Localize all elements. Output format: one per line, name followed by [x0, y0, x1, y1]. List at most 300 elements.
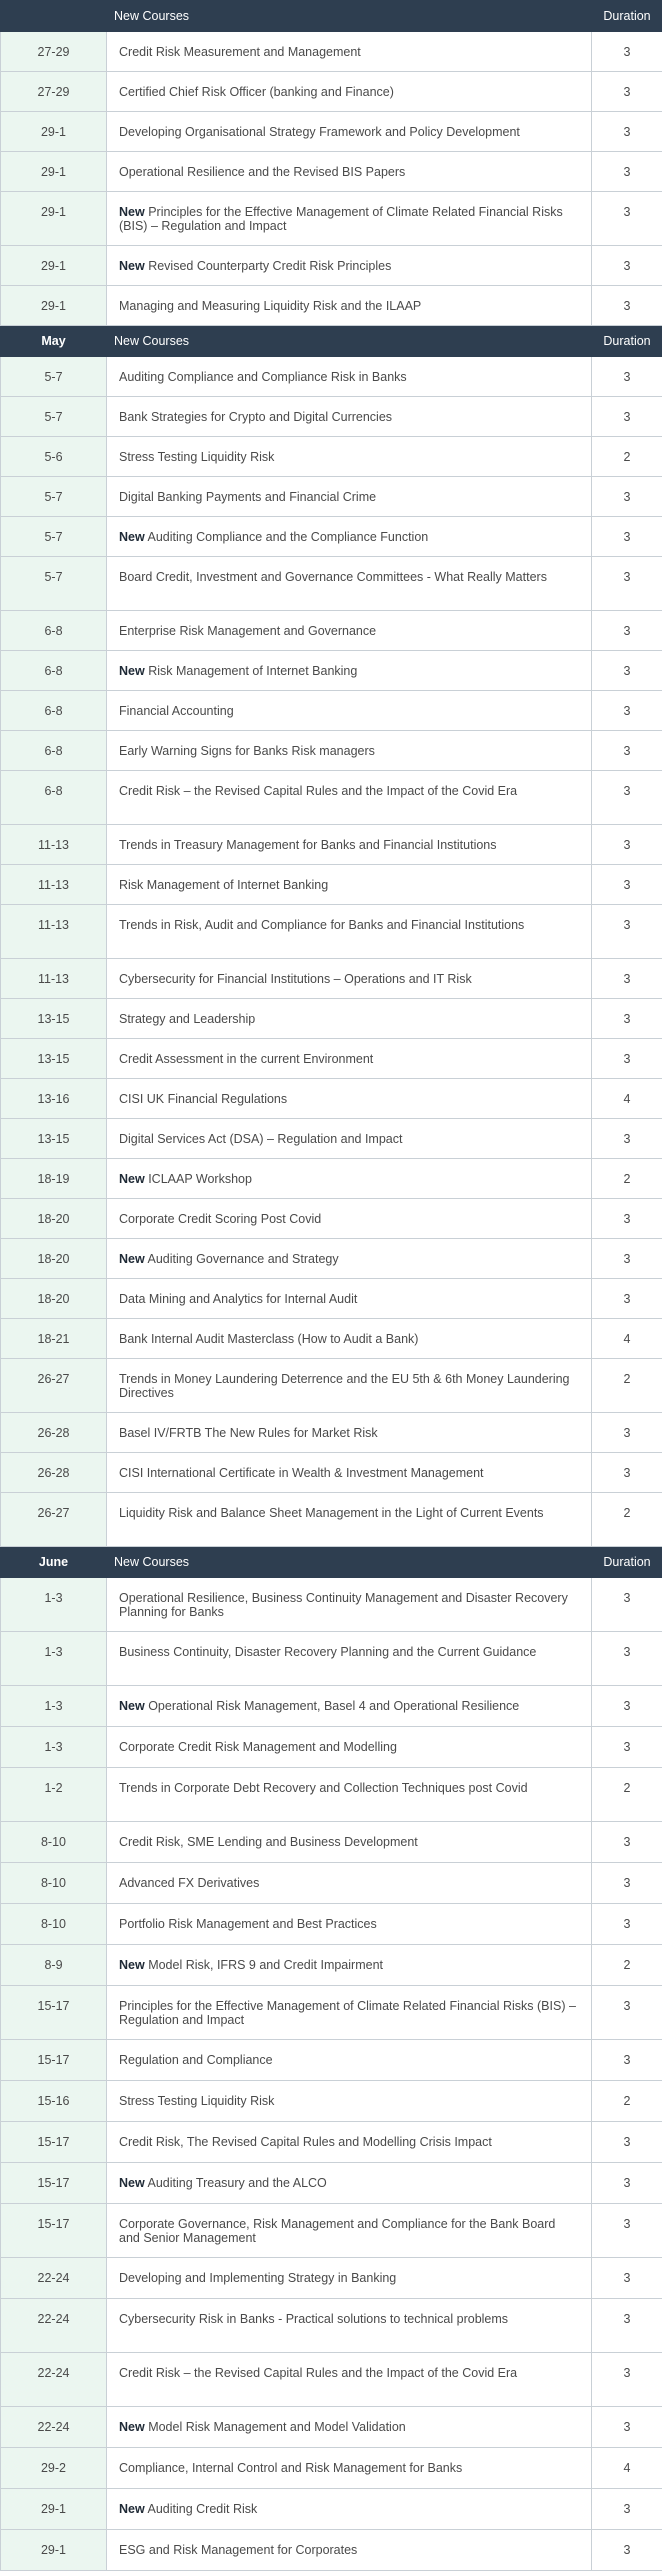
course-duration: 3: [592, 1863, 662, 1904]
duration-header: Duration: [592, 1547, 662, 1578]
course-duration: 3: [592, 731, 662, 771]
course-duration: 3: [592, 611, 662, 651]
course-date: 15-17: [1, 2040, 107, 2081]
course-title: Basel IV/FRTB The New Rules for Market Risk: [119, 1426, 378, 1440]
course-duration: 3: [592, 2122, 662, 2163]
table-row: [1, 1319, 662, 1359]
course-date: 26-28: [1, 1413, 107, 1453]
course-cell: [107, 2081, 592, 2122]
duration-header: Duration: [592, 326, 662, 357]
course-title: Risk Management of Internet Banking: [148, 664, 357, 678]
course-duration: 2: [592, 2081, 662, 2122]
table-row: [1, 1727, 662, 1768]
course-title: Auditing Governance and Strategy: [148, 1252, 339, 1266]
table-row: [1, 2122, 662, 2163]
course-cell: [107, 1863, 592, 1904]
course-date: 27-29: [1, 32, 107, 72]
course-title: Revised Counterparty Credit Risk Principles: [148, 259, 391, 273]
course-title: Bank Internal Audit Masterclass (How to Audit a Bank): [119, 1332, 418, 1346]
course-cell: [107, 397, 592, 437]
course-cell: [107, 477, 592, 517]
table-row: [1, 905, 662, 959]
table-row: [1, 357, 662, 397]
course-duration: 3: [592, 905, 662, 959]
table-row: [1, 192, 662, 246]
course-duration: 3: [592, 1686, 662, 1727]
course-duration: 3: [592, 112, 662, 152]
table-row: [1, 397, 662, 437]
course-date: 29-1: [1, 286, 107, 326]
course-cell: [107, 2530, 592, 2571]
course-cell: [107, 1453, 592, 1493]
table-row: [1, 1239, 662, 1279]
course-cell: [107, 771, 592, 825]
course-date: 11-13: [1, 825, 107, 865]
course-date: 22-24: [1, 2353, 107, 2407]
course-cell: [107, 2040, 592, 2081]
course-date: 1-2: [1, 1768, 107, 1822]
table-row: [1, 1822, 662, 1863]
table-row: [1, 2489, 662, 2530]
course-title: Auditing Compliance and the Compliance Function: [148, 530, 429, 544]
course-title: Model Risk, IFRS 9 and Credit Impairment: [148, 1958, 383, 1972]
table-row: [1, 771, 662, 825]
course-title: Digital Banking Payments and Financial Crime: [119, 490, 376, 504]
course-title: Credit Risk, SME Lending and Business Development: [119, 1835, 418, 1849]
table-row: [1, 1079, 662, 1119]
course-cell: [107, 1079, 592, 1119]
course-duration: 3: [592, 1453, 662, 1493]
course-date: 29-1: [1, 192, 107, 246]
course-duration: 3: [592, 2163, 662, 2204]
month-label: June: [1, 1547, 107, 1578]
course-title: Financial Accounting: [119, 704, 234, 718]
courses-header: New Courses: [107, 1, 592, 32]
table-row: [1, 1279, 662, 1319]
course-title: Enterprise Risk Management and Governance: [119, 624, 376, 638]
course-title: Cybersecurity Risk in Banks - Practical solutions to technical problems: [119, 2312, 508, 2326]
course-title: Advanced FX Derivatives: [119, 1876, 259, 1890]
course-cell: [107, 1199, 592, 1239]
table-row: [1, 2081, 662, 2122]
course-duration: 3: [592, 1632, 662, 1686]
table-row: [1, 437, 662, 477]
course-title: Auditing Treasury and the ALCO: [148, 2176, 327, 2190]
course-cell: [107, 1822, 592, 1863]
course-cell: [107, 437, 592, 477]
course-duration: 3: [592, 771, 662, 825]
course-duration: 3: [592, 999, 662, 1039]
course-date: 8-10: [1, 1904, 107, 1945]
table-row: [1, 517, 662, 557]
course-title: Model Risk Management and Model Validation: [148, 2420, 406, 2434]
course-cell: [107, 72, 592, 112]
course-cell: [107, 1632, 592, 1686]
course-date: 26-27: [1, 1493, 107, 1547]
course-cell: [107, 112, 592, 152]
course-title: Credit Risk – the Revised Capital Rules and the Impact of the Covid Era: [119, 784, 517, 798]
course-date: 18-20: [1, 1239, 107, 1279]
course-cell: [107, 2299, 592, 2353]
course-date: 11-13: [1, 865, 107, 905]
course-title: Board Credit, Investment and Governance Committees - What Really Matters: [119, 570, 547, 584]
table-row: [1, 1945, 662, 1986]
course-date: 29-2: [1, 2448, 107, 2489]
course-date: 13-16: [1, 1079, 107, 1119]
course-title: CISI International Certificate in Wealth & Investment Management: [119, 1466, 484, 1480]
table-row: [1, 999, 662, 1039]
course-cell: [107, 999, 592, 1039]
course-title: Certified Chief Risk Officer (banking and Finance): [119, 85, 394, 99]
course-title: Business Continuity, Disaster Recovery Planning and the Current Guidance: [119, 1645, 536, 1659]
course-title: Compliance, Internal Control and Risk Management for Banks: [119, 2461, 462, 2475]
table-row: [1, 691, 662, 731]
course-date: 29-1: [1, 152, 107, 192]
course-cell: [107, 2258, 592, 2299]
new-badge: New: [119, 1958, 145, 1972]
course-cell: [107, 1413, 592, 1453]
course-duration: 3: [592, 691, 662, 731]
course-duration: 3: [592, 1727, 662, 1768]
course-date: 18-20: [1, 1199, 107, 1239]
course-cell: [107, 2353, 592, 2407]
course-date: 5-7: [1, 557, 107, 611]
course-title: ESG and Risk Management for Corporates: [119, 2543, 357, 2557]
course-title: Auditing Compliance and Compliance Risk in Banks: [119, 370, 407, 384]
table-row: [1, 1904, 662, 1945]
course-date: 6-8: [1, 611, 107, 651]
table-row: [1, 2163, 662, 2204]
course-date: 1-3: [1, 1686, 107, 1727]
course-date: 29-1: [1, 2530, 107, 2571]
course-cell: [107, 2163, 592, 2204]
course-title: Operational Risk Management, Basel 4 and Operational Resilience: [148, 1699, 519, 1713]
new-badge: New: [119, 1252, 145, 1266]
course-date: 5-7: [1, 397, 107, 437]
course-date: 26-27: [1, 1359, 107, 1413]
table-row: [1, 1863, 662, 1904]
course-date: 6-8: [1, 771, 107, 825]
table-row: [1, 825, 662, 865]
course-date: 15-17: [1, 1986, 107, 2040]
course-duration: 3: [592, 1199, 662, 1239]
course-cell: [107, 1493, 592, 1547]
course-duration: 3: [592, 1119, 662, 1159]
course-title: Risk Management of Internet Banking: [119, 878, 328, 892]
table-row: [1, 1359, 662, 1413]
course-cell: [107, 152, 592, 192]
course-title: Stress Testing Liquidity Risk: [119, 2094, 274, 2108]
course-duration: 3: [592, 557, 662, 611]
courses-header: New Courses: [107, 326, 592, 357]
course-title: Cybersecurity for Financial Institutions – Operations and IT Risk: [119, 972, 472, 986]
course-cell: [107, 1159, 592, 1199]
course-duration: 3: [592, 1986, 662, 2040]
course-duration: 3: [592, 1578, 662, 1632]
course-cell: [107, 1986, 592, 2040]
course-title: Operational Resilience and the Revised BIS Papers: [119, 165, 405, 179]
course-date: 26-28: [1, 1453, 107, 1493]
course-cell: [107, 32, 592, 72]
course-title: Principles for the Effective Management of Climate Related Financial Risks (BIS) – Regulation and Impact: [119, 1999, 576, 2027]
table-row: [1, 72, 662, 112]
course-duration: 3: [592, 2353, 662, 2407]
course-date: 13-15: [1, 1119, 107, 1159]
table-row: [1, 32, 662, 72]
table-row: [1, 557, 662, 611]
table-row: [1, 1768, 662, 1822]
table-row: [1, 1119, 662, 1159]
course-date: 22-24: [1, 2407, 107, 2448]
course-cell: [107, 905, 592, 959]
new-badge: New: [119, 2420, 145, 2434]
table-row: [1, 611, 662, 651]
course-duration: 2: [592, 1945, 662, 1986]
course-duration: 2: [592, 1768, 662, 1822]
course-duration: 2: [592, 1359, 662, 1413]
course-date: 6-8: [1, 731, 107, 771]
course-date: 8-9: [1, 1945, 107, 1986]
course-duration: 3: [592, 477, 662, 517]
course-title: Corporate Credit Scoring Post Covid: [119, 1212, 321, 1226]
course-title: Early Warning Signs for Banks Risk managers: [119, 744, 375, 758]
month-label: May: [1, 326, 107, 357]
course-duration: 2: [592, 437, 662, 477]
course-cell: [107, 731, 592, 771]
course-duration: 3: [592, 1239, 662, 1279]
new-badge: New: [119, 1172, 145, 1186]
course-cell: [107, 959, 592, 999]
course-duration: 3: [592, 2407, 662, 2448]
course-duration: 4: [592, 1319, 662, 1359]
course-cell: [107, 2204, 592, 2258]
table-row: [1, 1199, 662, 1239]
course-cell: [107, 651, 592, 691]
course-title: Portfolio Risk Management and Best Practices: [119, 1917, 377, 1931]
course-cell: [107, 2448, 592, 2489]
course-title: Trends in Risk, Audit and Compliance for Banks and Financial Institutions: [119, 918, 524, 932]
course-cell: [107, 1768, 592, 1822]
new-badge: New: [119, 530, 145, 544]
table-row: [1, 1632, 662, 1686]
course-title: Principles for the Effective Management of Climate Related Financial Risks (BIS) – Regulation and Impact: [119, 205, 563, 233]
course-duration: 2: [592, 1159, 662, 1199]
course-cell: [107, 2122, 592, 2163]
course-title: Stress Testing Liquidity Risk: [119, 450, 274, 464]
course-title: Trends in Money Laundering Deterrence and the EU 5th & 6th Money Laundering Directives: [119, 1372, 570, 1400]
course-title: Credit Assessment in the current Environment: [119, 1052, 373, 1066]
course-duration: 3: [592, 72, 662, 112]
course-date: 1-3: [1, 1578, 107, 1632]
course-cell: [107, 517, 592, 557]
course-date: 13-15: [1, 999, 107, 1039]
course-title: Liquidity Risk and Balance Sheet Management in the Light of Current Events: [119, 1506, 544, 1520]
new-badge: New: [119, 259, 145, 273]
table-row: [1, 286, 662, 326]
course-title: Auditing Credit Risk: [148, 2502, 258, 2516]
course-date: 8-10: [1, 1863, 107, 1904]
course-cell: [107, 825, 592, 865]
table-row: [1, 651, 662, 691]
course-cell: [107, 1904, 592, 1945]
table-row: [1, 477, 662, 517]
course-title: CISI UK Financial Regulations: [119, 1092, 287, 1106]
new-badge: New: [119, 205, 145, 219]
course-date: 8-10: [1, 1822, 107, 1863]
course-cell: [107, 1359, 592, 1413]
course-cell: [107, 192, 592, 246]
course-duration: 3: [592, 2040, 662, 2081]
new-badge: New: [119, 2502, 145, 2516]
course-duration: 3: [592, 2489, 662, 2530]
new-badge: New: [119, 2176, 145, 2190]
course-date: 15-17: [1, 2204, 107, 2258]
course-duration: 3: [592, 865, 662, 905]
table-row: [1, 2258, 662, 2299]
course-date: 5-7: [1, 477, 107, 517]
duration-header: Duration: [592, 1, 662, 32]
course-duration: 3: [592, 246, 662, 286]
table-row: [1, 1453, 662, 1493]
course-duration: 3: [592, 2258, 662, 2299]
course-date: 11-13: [1, 905, 107, 959]
course-cell: [107, 611, 592, 651]
course-duration: 3: [592, 517, 662, 557]
course-title: Corporate Credit Risk Management and Modelling: [119, 1740, 397, 1754]
course-title: Data Mining and Analytics for Internal Audit: [119, 1292, 357, 1306]
course-duration: 3: [592, 397, 662, 437]
course-duration: 3: [592, 2530, 662, 2571]
table-row: [1, 2530, 662, 2571]
course-duration: 3: [592, 1413, 662, 1453]
course-date: 18-19: [1, 1159, 107, 1199]
course-date: 15-17: [1, 2122, 107, 2163]
course-duration: 3: [592, 286, 662, 326]
course-cell: [107, 1578, 592, 1632]
course-duration: 3: [592, 825, 662, 865]
course-date: 5-6: [1, 437, 107, 477]
course-cell: [107, 1039, 592, 1079]
course-title: Developing Organisational Strategy Framework and Policy Development: [119, 125, 520, 139]
course-date: 18-21: [1, 1319, 107, 1359]
course-cell: [107, 1119, 592, 1159]
table-row: [1, 112, 662, 152]
course-title: Bank Strategies for Crypto and Digital Currencies: [119, 410, 392, 424]
table-row: [1, 959, 662, 999]
course-title: Credit Risk, The Revised Capital Rules and Modelling Crisis Impact: [119, 2135, 492, 2149]
course-cell: [107, 557, 592, 611]
course-duration: 3: [592, 2204, 662, 2258]
course-title: Developing and Implementing Strategy in Banking: [119, 2271, 396, 2285]
table-row: [1, 2204, 662, 2258]
courses-header: New Courses: [107, 1547, 592, 1578]
course-title: Operational Resilience, Business Continuity Management and Disaster Recovery Planning for Banks: [119, 1591, 568, 1619]
course-title: Strategy and Leadership: [119, 1012, 255, 1026]
course-date: 22-24: [1, 2299, 107, 2353]
course-date: 5-7: [1, 357, 107, 397]
course-duration: 3: [592, 1039, 662, 1079]
table-row: [1, 1159, 662, 1199]
table-row: [1, 731, 662, 771]
course-title: Corporate Governance, Risk Management and Compliance for the Bank Board and Senior Management: [119, 2217, 555, 2245]
course-date: 29-1: [1, 112, 107, 152]
course-title: Digital Services Act (DSA) – Regulation and Impact: [119, 1132, 402, 1146]
table-row: [1, 1578, 662, 1632]
course-duration: 3: [592, 192, 662, 246]
course-title: ICLAAP Workshop: [148, 1172, 252, 1186]
course-date: 13-15: [1, 1039, 107, 1079]
table-row: [1, 2448, 662, 2489]
table-row: [1, 1686, 662, 1727]
course-cell: [107, 1319, 592, 1359]
course-date: 6-8: [1, 691, 107, 731]
table-row: [1, 1986, 662, 2040]
course-date: 1-3: [1, 1727, 107, 1768]
course-duration: 4: [592, 1079, 662, 1119]
course-cell: [107, 1279, 592, 1319]
course-cell: [107, 1945, 592, 1986]
course-title: Credit Risk – the Revised Capital Rules and the Impact of the Covid Era: [119, 2366, 517, 2380]
table-row: [1, 1493, 662, 1547]
course-date: 1-3: [1, 1632, 107, 1686]
course-cell: [107, 691, 592, 731]
course-cell: [107, 357, 592, 397]
new-badge: New: [119, 1699, 145, 1713]
course-date: 18-20: [1, 1279, 107, 1319]
course-duration: 2: [592, 1493, 662, 1547]
month-header-row: [1, 1547, 662, 1578]
course-cell: [107, 1727, 592, 1768]
course-title: Managing and Measuring Liquidity Risk and the ILAAP: [119, 299, 421, 313]
table-row: [1, 1413, 662, 1453]
course-duration: 3: [592, 2299, 662, 2353]
table-row: [1, 2353, 662, 2407]
course-date: 6-8: [1, 651, 107, 691]
course-duration: 3: [592, 651, 662, 691]
table-row: [1, 246, 662, 286]
table-row: [1, 1039, 662, 1079]
course-title: Trends in Treasury Management for Banks and Financial Institutions: [119, 838, 497, 852]
course-cell: [107, 1239, 592, 1279]
month-label: [1, 1, 107, 32]
course-cell: [107, 865, 592, 905]
course-date: 29-1: [1, 2489, 107, 2530]
course-cell: [107, 246, 592, 286]
course-cell: [107, 1686, 592, 1727]
course-cell: [107, 286, 592, 326]
table-row: [1, 2040, 662, 2081]
table-row: [1, 865, 662, 905]
course-duration: 3: [592, 32, 662, 72]
course-date: 29-1: [1, 246, 107, 286]
new-badge: New: [119, 664, 145, 678]
course-duration: 4: [592, 2448, 662, 2489]
course-duration: 3: [592, 357, 662, 397]
course-date: 5-7: [1, 517, 107, 557]
month-header-row: [1, 1, 662, 32]
course-duration: 3: [592, 152, 662, 192]
course-date: 22-24: [1, 2258, 107, 2299]
table-row: [1, 2407, 662, 2448]
course-title: Regulation and Compliance: [119, 2053, 273, 2067]
course-cell: [107, 2489, 592, 2530]
month-header-row: [1, 326, 662, 357]
course-title: Credit Risk Measurement and Management: [119, 45, 361, 59]
course-date: 27-29: [1, 72, 107, 112]
course-duration: 3: [592, 1904, 662, 1945]
course-duration: 3: [592, 1279, 662, 1319]
course-cell: [107, 2407, 592, 2448]
